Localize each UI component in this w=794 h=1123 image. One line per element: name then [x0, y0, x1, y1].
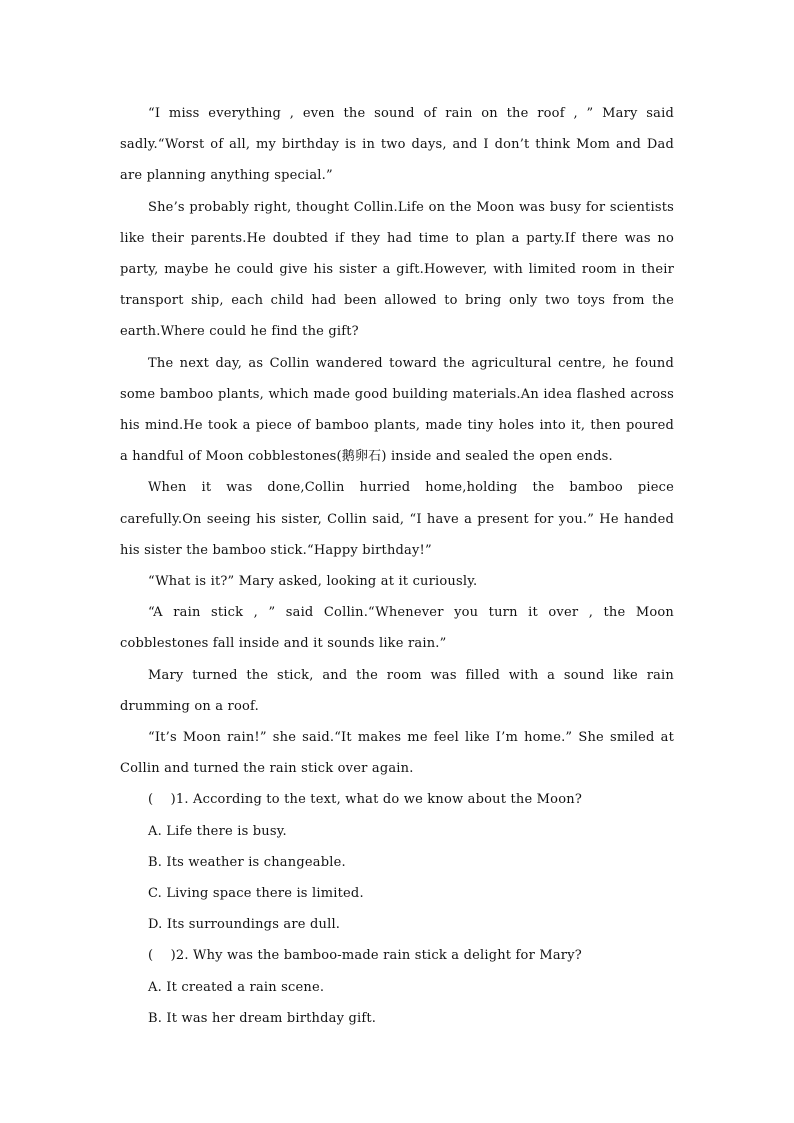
story-paragraph-6: “A rain stick , ” said Collin.“Whenever you turn it over , the Moon cobblestones fall inside and it sounds like rain.” [120, 605, 674, 652]
story-paragraph-4: When it was done,Collin hurried home,holding the bamboo piece carefully.On seeing his sister, Collin said, “I have a present for you.” He handed his sister the bamboo stick.“Happy birthday!” [120, 480, 674, 558]
story-paragraph-7: Mary turned the stick, and the room was filled with a sound like rain drumming on a roof. [120, 667, 674, 714]
question-1-option-a: A. Life there is busy. [148, 823, 287, 839]
question-1-option-d: D. Its surroundings are dull. [148, 917, 341, 933]
question-1-stem: ( )1. According to the text, what do we know about the Moon? [148, 792, 582, 808]
question-1 [120, 784, 674, 940]
story-paragraph-1: “I miss everything , even the sound of rain on the roof , ” Mary said sadly.“Worst of all, my birthday is in two days, and I don’t think Mom and Dad are planning anything special.” [120, 106, 674, 184]
question-2 [120, 940, 674, 1034]
story-paragraph-2: She’s probably right, thought Collin.Life on the Moon was busy for scientists like their parents.He doubted if they had time to plan a party.If there was no party, maybe he could give his sister a gift.However, with limited room in their transport ship, each child had been allowed to bring only two toys from the earth.Where could he find the gift? [120, 199, 674, 340]
question-1-option-c: C. Living space there is limited. [148, 886, 364, 902]
story-paragraph-5: “What is it?” Mary asked, looking at it curiously. [148, 574, 478, 590]
story-paragraph-3: The next day, as Collin wandered toward the agricultural centre, he found some bamboo plants, which made good building materials.An idea flashed across his mind.He took a piece of bamboo plants, made tiny holes into it, then poured a handful of Moon cobblestones(鹅卵石) inside and sealed the open ends. [120, 355, 674, 465]
question-2-option-a: A. It created a rain scene. [148, 979, 325, 995]
question-2-option-b: B. It was her dream birthday gift. [148, 1010, 377, 1026]
document-body [120, 98, 674, 1034]
question-1-option-b: B. Its weather is changeable. [148, 854, 346, 870]
story-paragraph-8: “It’s Moon rain!” she said.“It makes me feel like I’m home.” She smiled at Collin and turned the rain stick over again. [120, 730, 674, 777]
question-2-stem: ( )2. Why was the bamboo-made rain stick a delight for Mary? [148, 948, 582, 964]
